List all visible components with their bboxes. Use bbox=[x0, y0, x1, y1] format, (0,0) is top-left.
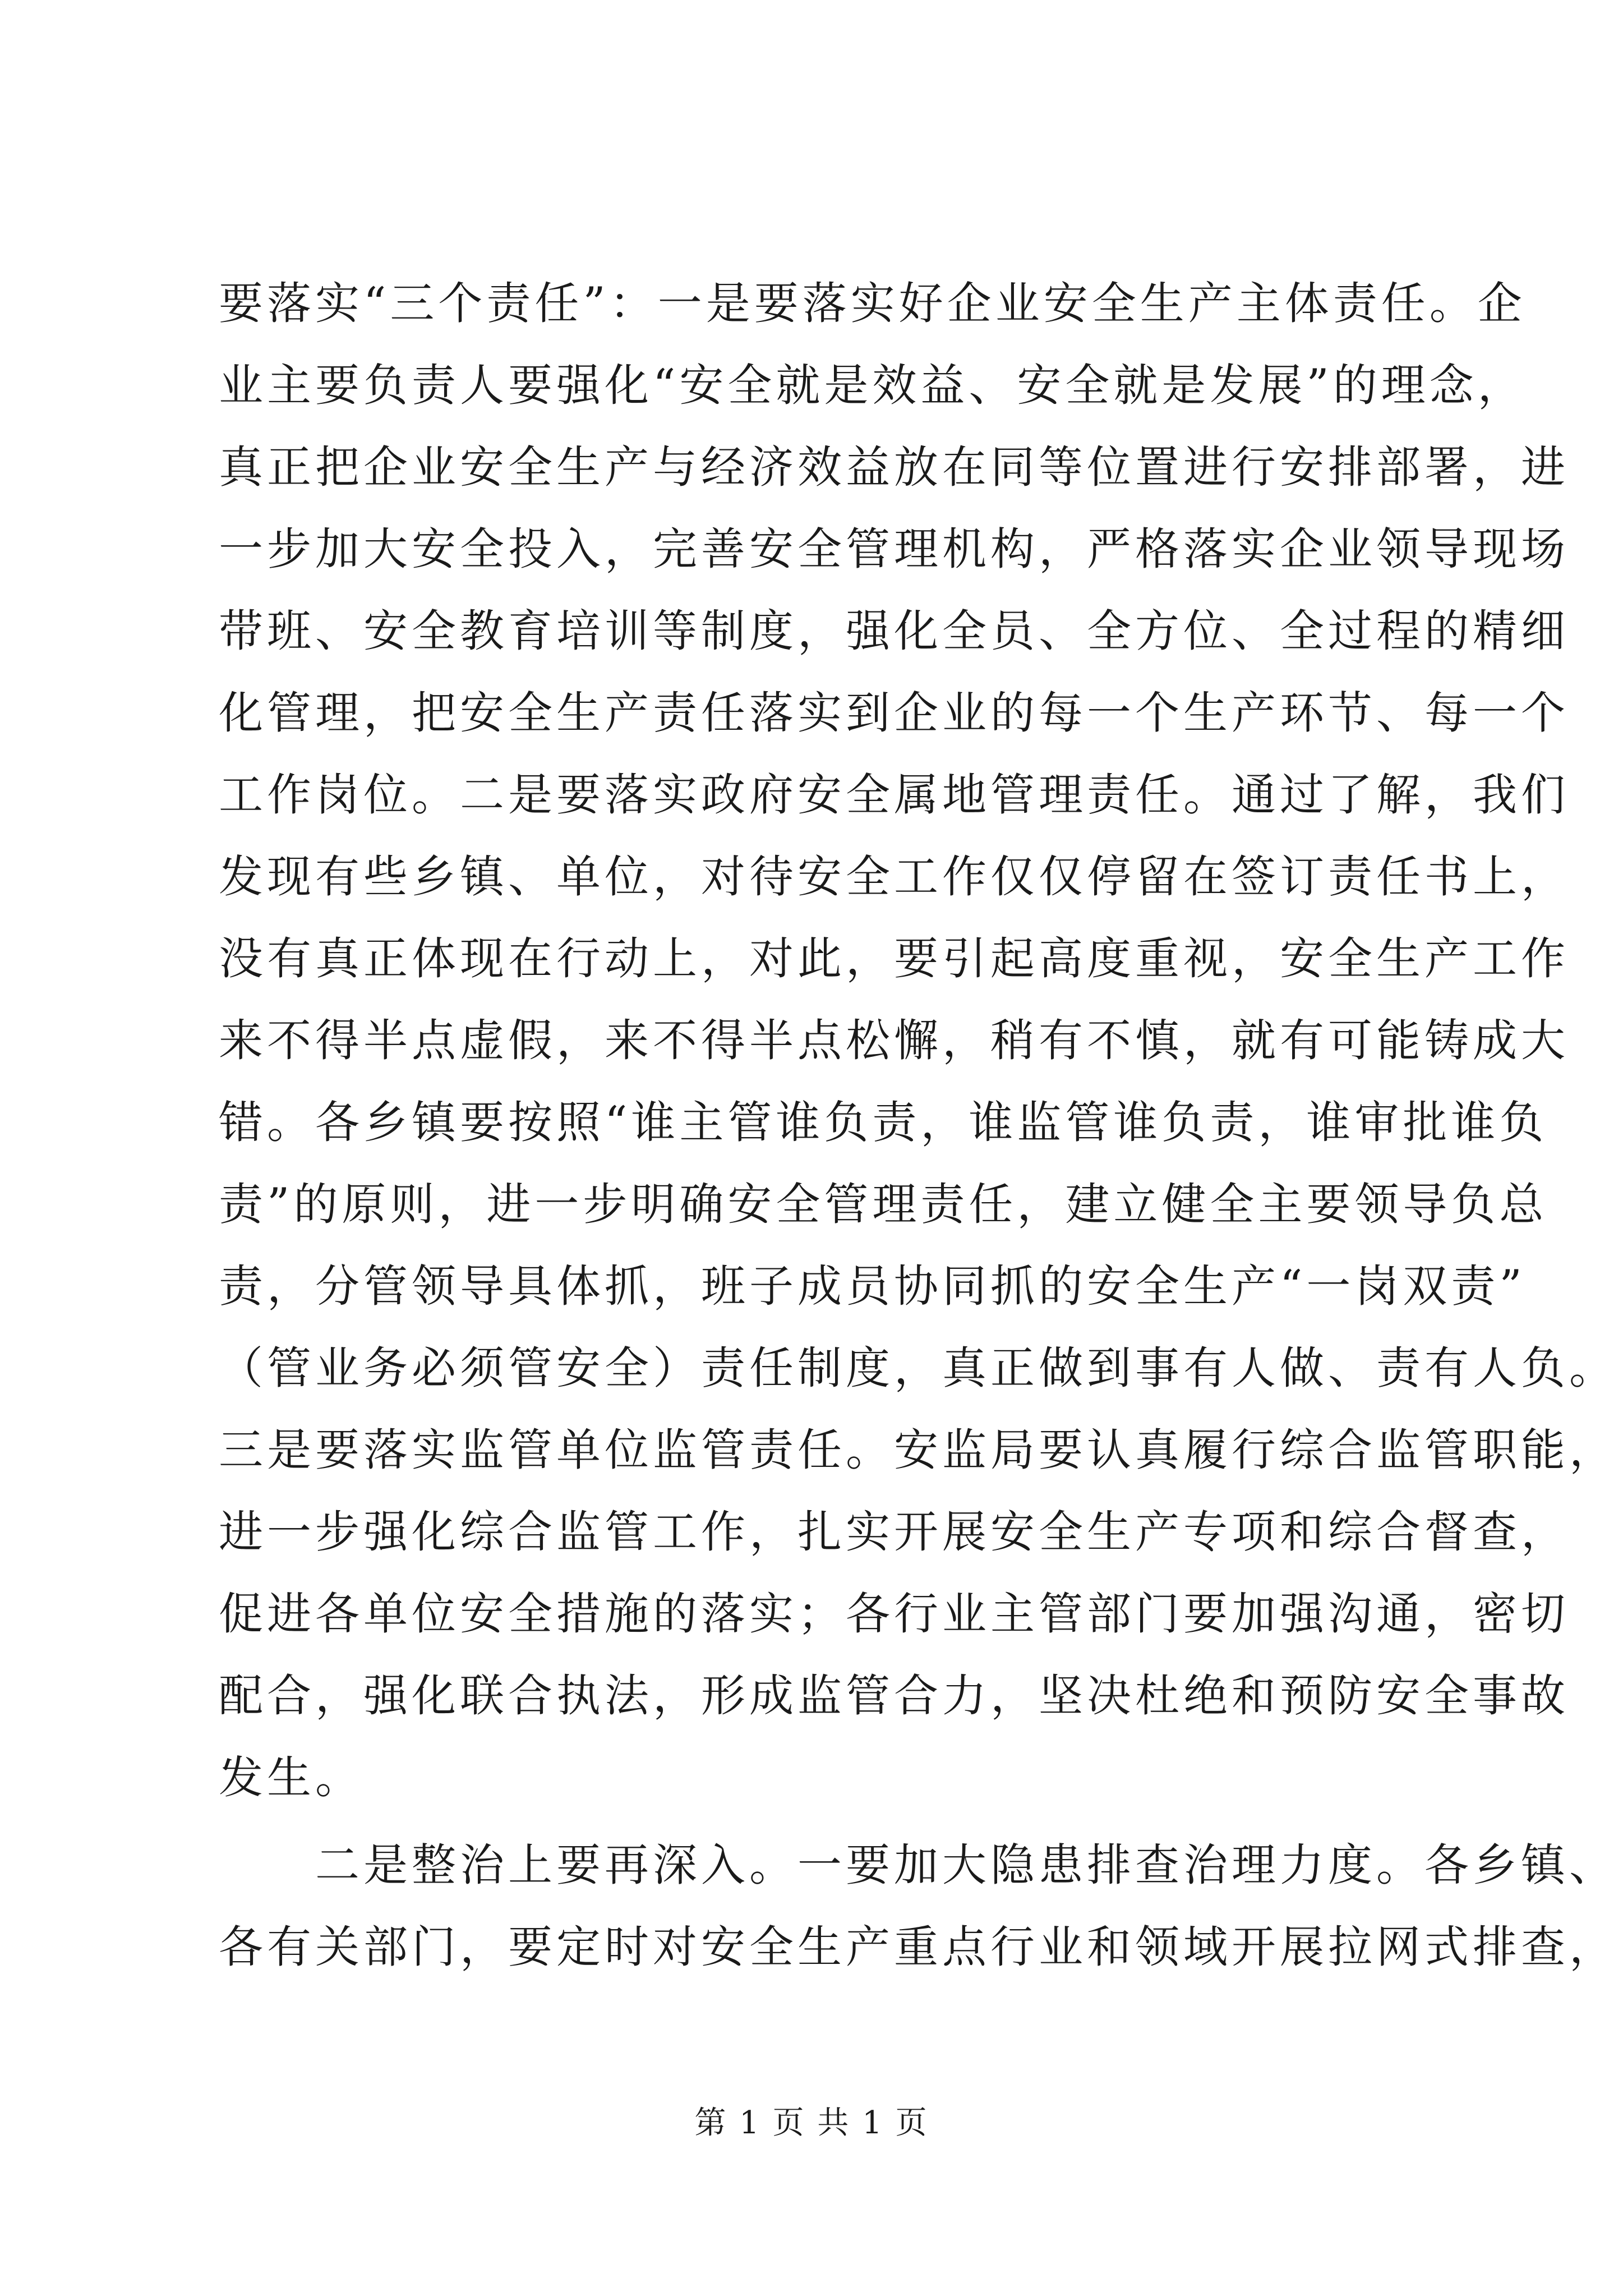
paragraph-line: 发现有些乡镇、单位，对待安全工作仅仅停留在签订责任书上， bbox=[219, 851, 1569, 903]
paragraph-line: 工作岗位。二是要落实政府安全属地管理责任。通过了解，我们 bbox=[219, 769, 1569, 821]
paragraph-line: 发生。 bbox=[219, 1752, 363, 1803]
paragraph-spacer bbox=[219, 1819, 1413, 1824]
paragraph-line: 错。各乡镇要按照“谁主管谁负责，谁监管谁负责，谁审批谁负 bbox=[219, 1097, 1548, 1148]
paragraph-line: 来不得半点虚假，来不得半点松懈，稍有不慎，就有可能铸成大 bbox=[219, 1015, 1569, 1066]
paragraph-line: 进一步强化综合监管工作，扎实开展安全生产专项和综合督查， bbox=[219, 1506, 1569, 1558]
paragraph-line: 二是整治上要再深入。一要加大隐患排查治理力度。各乡镇、 bbox=[219, 1839, 1617, 1891]
paragraph-line: 责，分管领导具体抓，班子成员协同抓的安全生产“一岗双责” bbox=[219, 1260, 1526, 1312]
page-footer: 第 1 页 共 1 页 bbox=[694, 2105, 929, 2141]
paragraph-line: 没有真正体现在行动上，对此，要引起高度重视，安全生产工作 bbox=[219, 933, 1569, 984]
document-body bbox=[219, 263, 1617, 1988]
paragraph-line: 一步加大安全投入，完善安全管理机构，严格落实企业领导现场 bbox=[219, 523, 1569, 575]
paragraph-line: 带班、安全教育培训等制度，强化全员、全方位、全过程的精细 bbox=[219, 605, 1569, 657]
paragraph-line: 配合，强化联合执法，形成监管合力，坚决杜绝和预防安全事故 bbox=[219, 1670, 1569, 1722]
paragraph-line: 化管理，把安全生产责任落实到企业的每一个生产环节、每一个 bbox=[219, 687, 1569, 739]
paragraph-line: 业主要负责人要强化“安全就是效益、安全就是发展”的理念， bbox=[219, 360, 1526, 411]
paragraph-line: 促进各单位安全措施的落实；各行业主管部门要加强沟通，密切 bbox=[219, 1588, 1569, 1640]
paragraph-line: 要落实“三个责任”：一是要落实好企业安全生产主体责任。企 bbox=[219, 278, 1526, 329]
paragraph-line: 责”的原则，进一步明确安全管理责任，建立健全主要领导负总 bbox=[219, 1179, 1548, 1230]
paragraph-line: 各有关部门，要定时对安全生产重点行业和领域开展拉网式排查， bbox=[219, 1921, 1617, 1973]
paragraph-line: 三是要落实监管单位监管责任。安监局要认真履行综合监管职能， bbox=[219, 1424, 1617, 1476]
paragraph-line: 真正把企业安全生产与经济效益放在同等位置进行安排部署，进 bbox=[219, 441, 1569, 493]
paragraph-line: （管业务必须管安全）责任制度，真正做到事有人做、责有人负。 bbox=[219, 1342, 1617, 1394]
